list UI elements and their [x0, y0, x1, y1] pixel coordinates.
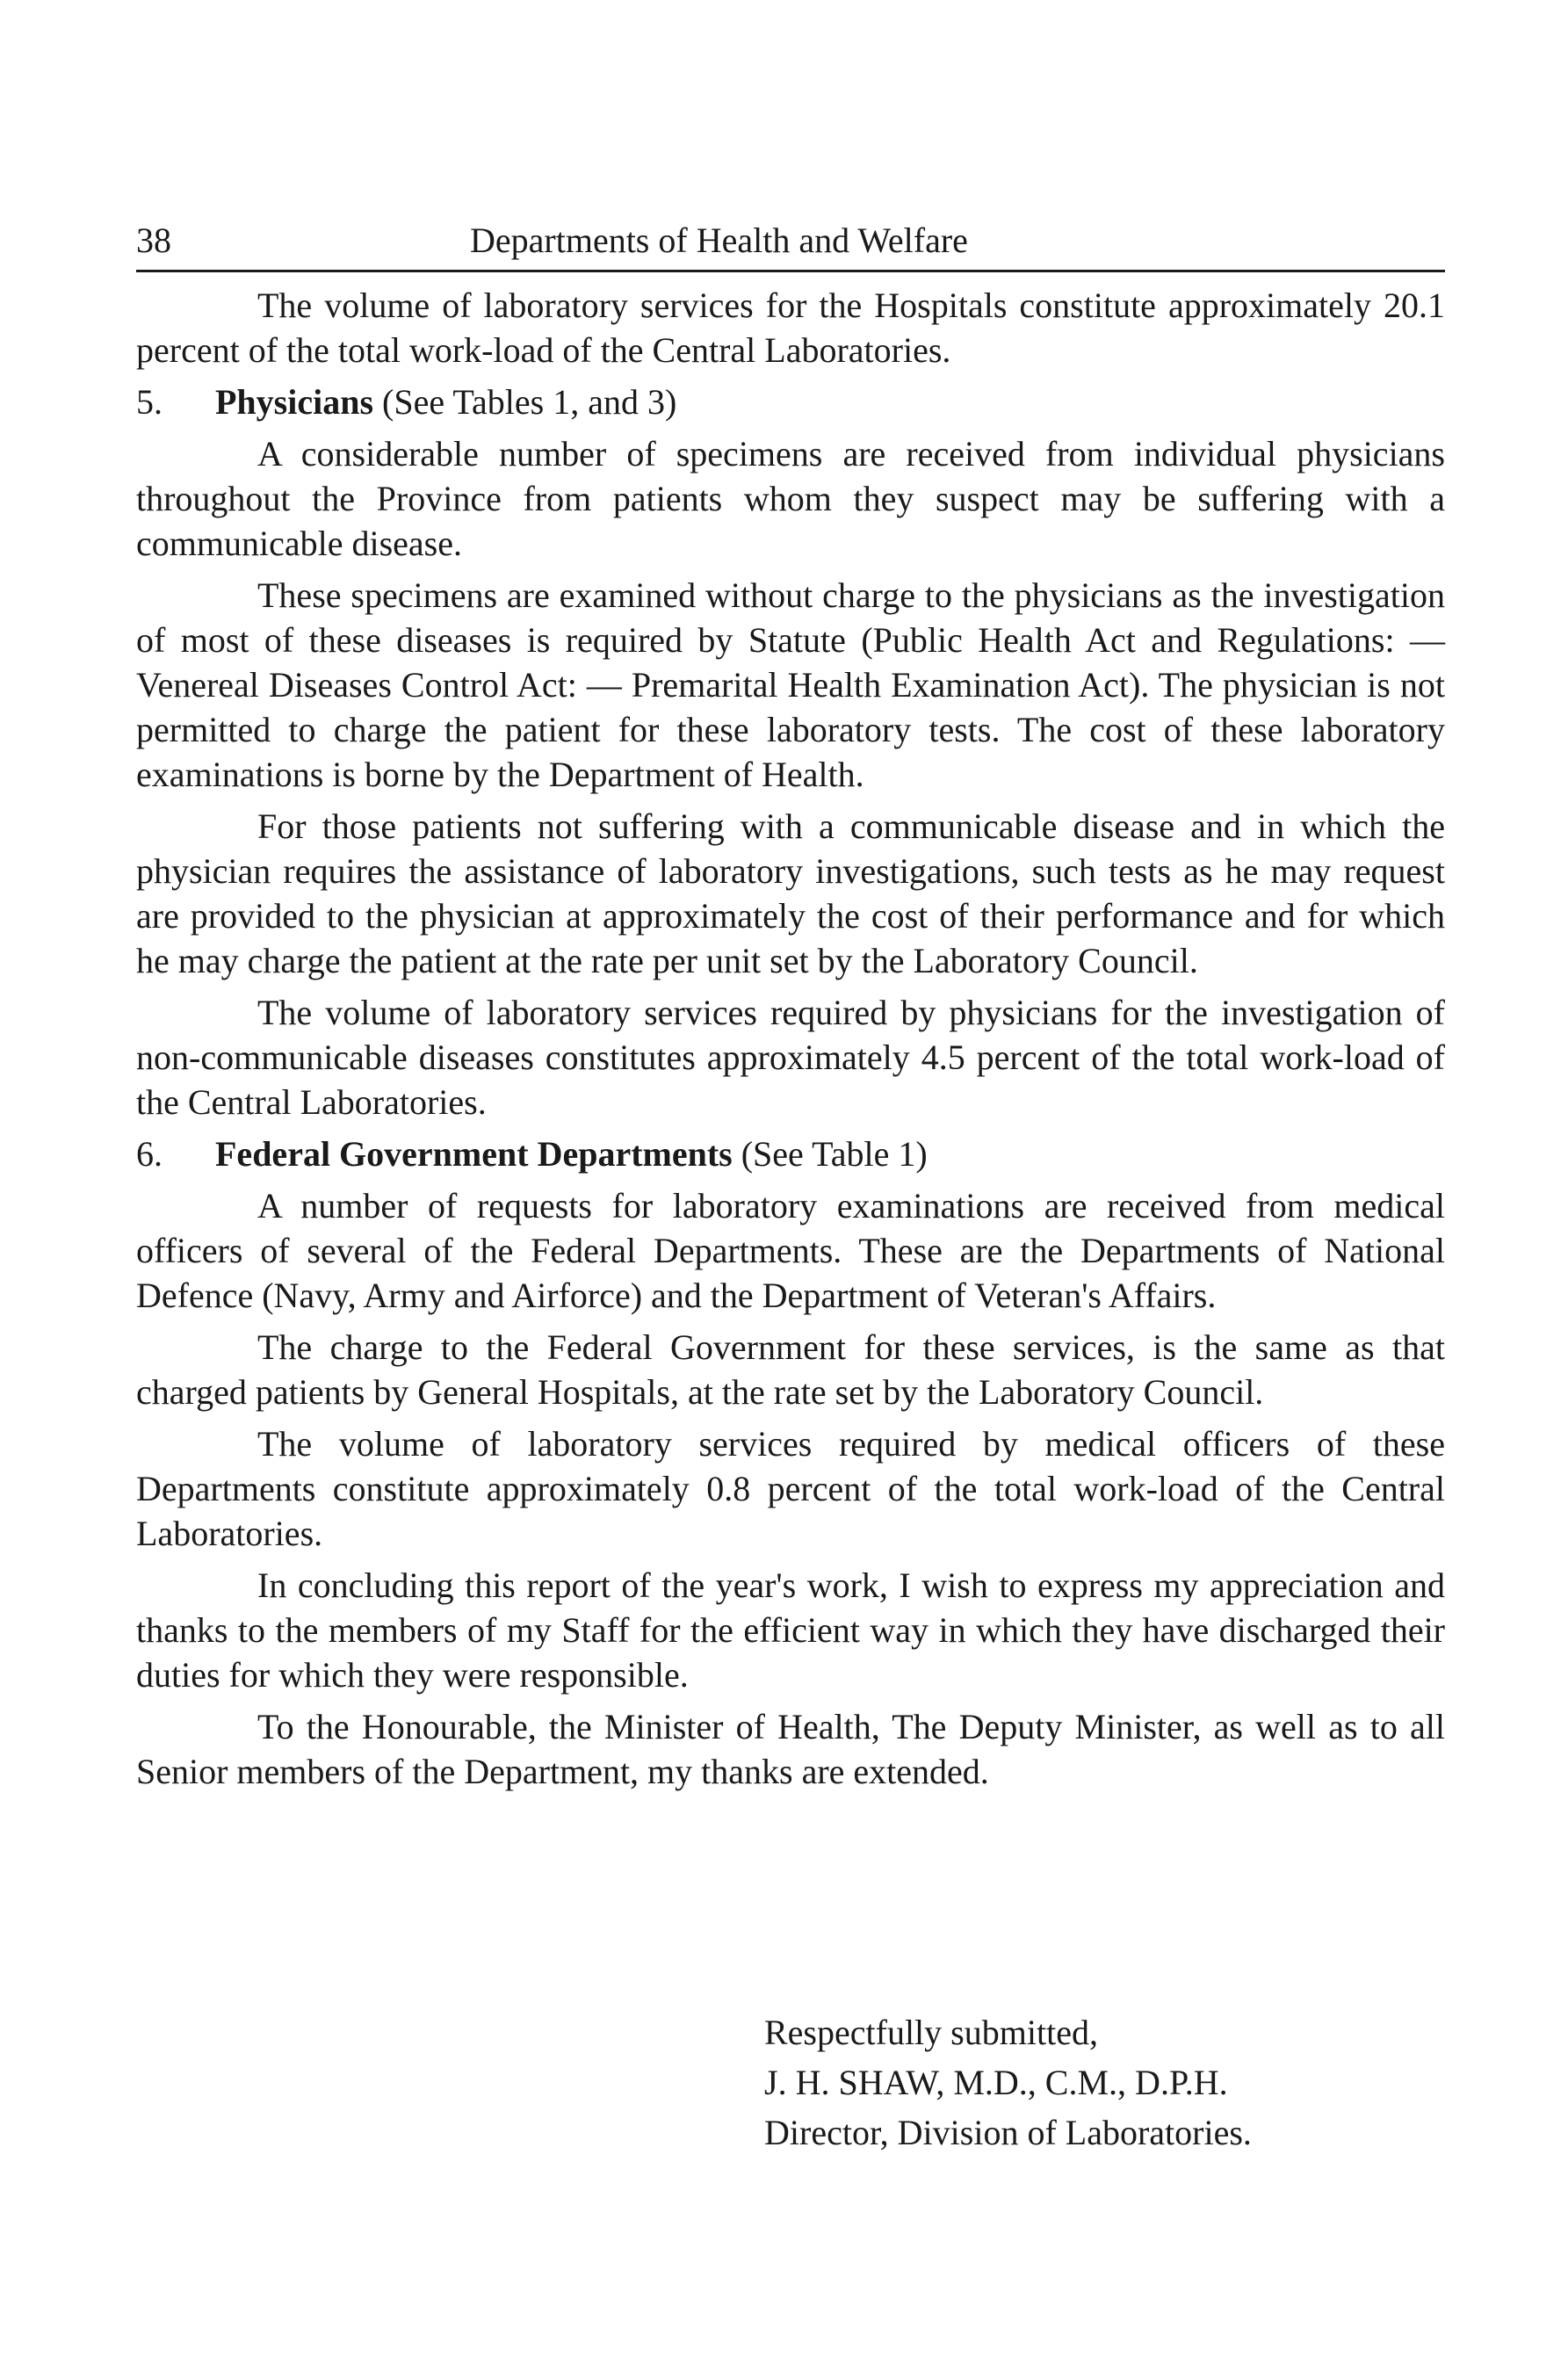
page-number: 38 [136, 220, 171, 260]
section-heading-federal-government [136, 1131, 1445, 1176]
paragraph: The volume of laboratory services required by medical officers of these Departments constitute approximately 0.8 percent of the total work-load of the Central Laboratories. [136, 1424, 1445, 1553]
page-header [136, 220, 1445, 269]
section-title: Physicians [215, 382, 374, 422]
section-heading-physicians [136, 380, 1445, 424]
paragraph: For those patients not suffering with a communicable disease and in which the physician requires the assistance of laboratory investigations, such tests as he may request are provided to the physician at approximately the cost of their performance and for which he may charge the patient at the rate per unit set by the Laboratory Council. [136, 806, 1445, 980]
signature-position: Director, Division of Laboratories. [764, 2113, 1252, 2152]
paragraph: A considerable number of specimens are received from individual physicians throughout the Province from patients whom they suspect may be suffering with a communicable disease. [136, 434, 1445, 563]
signature-name: J. H. SHAW, M.D., C.M., D.P.H. [764, 2063, 1228, 2102]
section-title: Federal Government Departments [215, 1134, 733, 1174]
body-text [136, 283, 1445, 1801]
header-rule [136, 270, 1445, 272]
signature-closing: Respectfully submitted, [764, 2013, 1098, 2052]
paragraph: To the Honourable, the Minister of Health, The Deputy Minister, as well as to all Senior members of the Department, my thanks are extended. [136, 1707, 1445, 1791]
paragraph: The volume of laboratory services for the Hospitals constitute approximately 20.1 percent of the total work-load of the Central Laboratories. [136, 286, 1445, 370]
running-title: Departments of Health and Welfare [470, 220, 968, 260]
section-number: 6. [136, 1134, 163, 1174]
paragraph: These specimens are examined without charge to the physicians as the investigation of most of these diseases is required by Statute (Public Health Act and Regulations: — Venereal Diseases Control Act: — Premarital Health Examination Act). The physician is not permitted to charge the patient for these laboratory tests. The cost of these laboratory examinations is borne by the Department of Health. [136, 575, 1445, 794]
paragraph: A number of requests for laboratory examinations are received from medical officers of several of the Federal Departments. These are the Departments of National Defence (Navy, Army and Airforce) and the Department of Veteran's Affairs. [136, 1186, 1445, 1315]
section-reference: (See Tables 1, and 3) [382, 382, 677, 422]
section-number: 5. [136, 382, 163, 422]
paragraph: The charge to the Federal Government for these services, is the same as that charged patients by General Hospitals, at the rate set by the Laboratory Council. [136, 1327, 1445, 1412]
signature-block [764, 2007, 1252, 2158]
paragraph: The volume of laboratory services required by physicians for the investigation of non-communicable diseases constitutes approximately 4.5 percent of the total work-load of the Central Laboratories. [136, 993, 1445, 1122]
paragraph: In concluding this report of the year's work, I wish to express my appreciation and thanks to the members of my Staff for the efficient way in which they have discharged their duties for which they were responsible. [136, 1565, 1445, 1695]
section-reference: (See Table 1) [741, 1134, 928, 1174]
